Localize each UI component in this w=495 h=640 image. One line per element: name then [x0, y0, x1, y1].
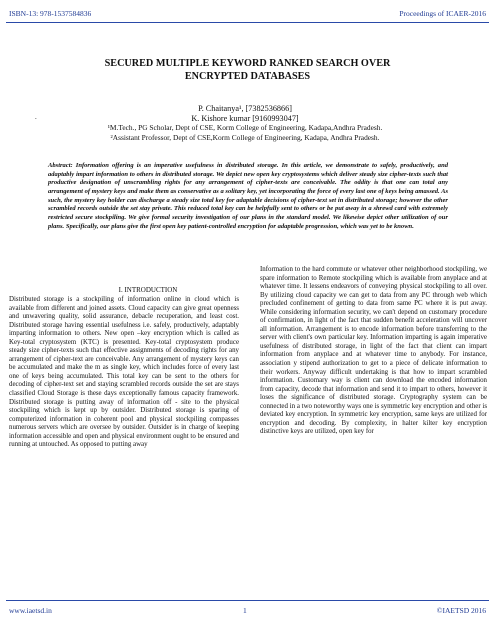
section-heading-introduction: I. INTRODUCTION	[118, 286, 178, 294]
abstract-text: Information offering is an imperative usefulness in distributed storage. In this article, we demonstrate to safely, productively, and adaptably impart information to others in distributed storage. We depict new open key cryptosystems which deliver steady size cipher-texts such that productive designation of unscrambling rights for any arrangement of cipher-texts are conceivable. The oddity is that one can total any arrangement of mystery keys and make them as conservative as a solitary key, yet incorporating the force of every last one of keys being amassed. As such, the mystery key holder can discharge a steady size total key for adaptable decisions of cipher-text set in distributed storage; however the other scrambled records outside the set stay private. This reduced total key can be helpfully sent to others or be put away in a shrewd card with extremely restricted secure stockpiling. We give formal security investigation of our plans in the standard model. We likewise depict other utilization of our plans. Specifically, our plans give the first open key patient-controlled encryption for adaptable progression, which was yet to be known.	[48, 162, 448, 230]
title-line-2: ENCRYPTED DATABASES	[184, 71, 311, 82]
paper-title	[40, 57, 455, 83]
page-footer	[0, 600, 495, 640]
author-block	[80, 104, 410, 142]
author-2: K. Kishore kumar [9160993047]	[191, 113, 299, 123]
intro-paragraph-left: Distributed storage is a stockpiling of information online in cloud which is available from different and joined assets. Cloud capacity can give great openness and unwavering quality, solid assurance, debacle recuperation, and least cost. Distributed storage having essential usefulness i.e. safely, productively, adaptably imparting information to others. New open –key encryption which is called as Key-total cryptosystem (KTC) is presented. Key-total cryptosystem produce steady size cipher-texts such that effective assignments of decoding rights for any arrangement of cipher-text are conceivable. Any arrangement of mystery keys can be accumulated and make the m as single key, which includes force of every last one of keys being accumulated. This total key can be sent to the others for decoding of cipher-text set and staying scrambled records outside the set are stays classified Cloud Storage is these days exceptionally famous capacity framework. Distributed storage is putting away of information off - site to the physical stockpiling which is kept up by outsider. Distributed storage is sparing of computerized information in coherent pool and physical stockpiling compasses numerous servers which are oversee by outsider. Outsider is in charge of keeping information accessible and open and physical environment ought to be ensured and running at untouched. As opposed to putting away	[9, 296, 239, 449]
proceedings-text: Proceedings of ICAER-2016	[399, 9, 486, 18]
header-rule	[6, 22, 489, 23]
body-column-left	[9, 296, 239, 450]
dot-mark: .	[35, 113, 37, 121]
affiliation-2: ²Assistant Professor, Dept of CSE,Korm College of Engineering, Kadapa, Andhra Pradesh.	[110, 132, 380, 142]
body-column-right	[260, 266, 487, 437]
author-1: P. Chaitanya¹, [7382536866]	[198, 104, 292, 113]
page-header	[0, 0, 495, 26]
footer-rule	[6, 600, 489, 601]
intro-paragraph-right: Information to the hard commute or whatever other neighborhood stockpiling, we spare information to Remote stockpiling which is available from anyplace and at whatever time. It lessens endeavors of conveying physical stockpiling to all over. By utilizing cloud capacity we can get to data from any PC through web which precluded confinement of getting to data from same PC where it is put away. While considering information security, we can't depend on customary procedure of confirmation, in light of the fact that sudden benefit acceleration will uncover all information. Arrangement is to encode information before transferring to the server with client's own particular key. Information imparting is again imperative usefulness of distributed storage, in light of the fact that client can impart information from anyplace and at whatever time to anybody. For instance, association y stipend authorization to get to a piece of delicate information to their workers. Anyway difficult undertaking is that how to impart scrambled information. Customary way is client can download the encoded information from capacity, decode that information and send it to impart to others, however it loses the significance of distributed storage. Cryptography system can be connected in a two noteworthy ways one is symmetric key encryption and other is deviated key encryption. In symmetric key encryption, same keys are utilized for encryption and decoding. By complexity, in halter kilter key encryption distinctive keys are utilized, open key for	[260, 266, 487, 436]
footer-copyright: ©IAETSD 2016	[436, 606, 486, 615]
page-number: 1	[243, 606, 247, 615]
isbn-text: ISBN-13: 978-1537584836	[9, 9, 92, 18]
affiliation-1: ¹M.Tech., PG Scholar, Dept of CSE, Korm College of Engineering, Kadapa,Andhra Pradesh.	[107, 123, 383, 133]
abstract-label: Abstract:	[48, 162, 73, 169]
footer-website-link[interactable]: www.iaetsd.in	[9, 606, 52, 615]
abstract	[48, 162, 448, 231]
title-line-1: SECURED MULTIPLE KEYWORD RANKED SEARCH OVER	[104, 58, 391, 69]
